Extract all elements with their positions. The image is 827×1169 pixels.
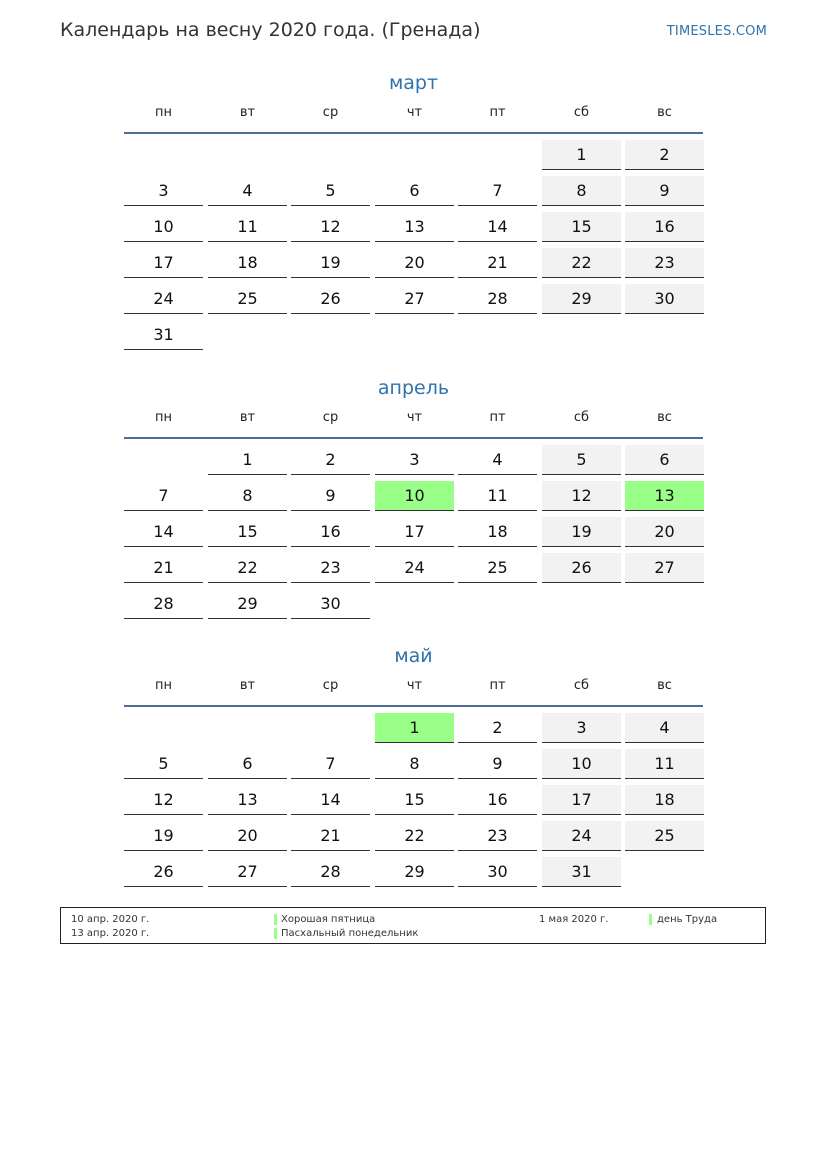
day-cell: 17 [375,517,454,547]
weekday-header [124,677,703,707]
legend-date: 13 апр. 2020 г. [71,928,150,939]
header-divider [124,437,703,439]
day-cell: 24 [124,284,203,314]
weekday-label: сб [573,678,590,693]
day-cell: 18 [208,248,287,278]
day-cell: 8 [208,481,287,511]
day-cell: 29 [542,284,621,314]
holiday-color-swatch [274,914,277,925]
day-cell: 28 [124,589,203,619]
day-cell: 10 [542,749,621,779]
weekday-label: вт [239,410,256,425]
day-cell: 20 [208,821,287,851]
day-cell: 30 [458,857,537,887]
day-cell: 3 [542,713,621,743]
weekday-label: ср [322,105,339,120]
day-cell: 19 [291,248,370,278]
day-cell: 12 [291,212,370,242]
day-cell: 20 [625,517,704,547]
day-cell: 17 [124,248,203,278]
weekday-label: пт [489,105,506,120]
weekday-label: сб [573,105,590,120]
day-cell: 27 [375,284,454,314]
day-cell: 25 [458,553,537,583]
day-cell: 22 [375,821,454,851]
day-cell: 17 [542,785,621,815]
day-cell: 7 [458,176,537,206]
month-title: май [394,645,433,667]
day-cell: 5 [542,445,621,475]
weekday-label: ср [322,410,339,425]
day-cell: 11 [458,481,537,511]
day-cell: 25 [208,284,287,314]
day-cell: 4 [458,445,537,475]
day-cell: 13 [375,212,454,242]
day-cell: 12 [542,481,621,511]
day-cell: 9 [291,481,370,511]
day-cell: 16 [291,517,370,547]
day-cell: 22 [542,248,621,278]
day-cell: 23 [625,248,704,278]
day-cell: 22 [208,553,287,583]
day-cell: 19 [124,821,203,851]
weekday-label: пт [489,678,506,693]
weekday-label: пн [155,105,172,120]
weekday-label: вс [657,105,672,120]
day-cell: 14 [458,212,537,242]
day-cell: 3 [375,445,454,475]
weekday-label: пн [155,410,172,425]
day-cell: 26 [542,553,621,583]
weekday-label: ср [322,678,339,693]
day-cell: 6 [375,176,454,206]
day-cell: 29 [375,857,454,887]
day-cell: 24 [542,821,621,851]
day-cell: 16 [625,212,704,242]
day-cell: 5 [291,176,370,206]
day-cell: 16 [458,785,537,815]
day-cell: 6 [625,445,704,475]
day-cell: 23 [291,553,370,583]
day-cell: 26 [124,857,203,887]
weekday-label: пт [489,410,506,425]
day-cell: 28 [458,284,537,314]
day-cell: 24 [375,553,454,583]
month-march [124,70,703,344]
holiday-legend [60,907,766,944]
day-cell: 25 [625,821,704,851]
legend-date: 10 апр. 2020 г. [71,914,150,925]
holiday-color-swatch [649,914,652,925]
header-divider [124,132,703,134]
day-cell: 9 [458,749,537,779]
day-cell: 3 [124,176,203,206]
day-cell: 6 [208,749,287,779]
day-cell: 1 [542,140,621,170]
day-cell: 21 [124,553,203,583]
weekday-header [124,409,703,439]
day-cell: 2 [291,445,370,475]
day-cell: 21 [458,248,537,278]
day-cell: 4 [208,176,287,206]
legend-date: 1 мая 2020 г. [539,914,609,925]
day-cell: 31 [124,320,203,350]
day-cell: 29 [208,589,287,619]
day-cell: 5 [124,749,203,779]
month-may [124,643,703,881]
header-divider [124,705,703,707]
holiday-color-swatch [274,928,277,939]
day-cell: 30 [625,284,704,314]
day-cell: 18 [625,785,704,815]
day-cell: 13 [208,785,287,815]
holiday-day-cell: 13 [625,481,704,511]
day-cell: 21 [291,821,370,851]
page-title: Календарь на весну 2020 года. (Гренада) [60,19,481,41]
day-cell: 8 [375,749,454,779]
day-cell: 18 [458,517,537,547]
day-cell: 2 [625,140,704,170]
day-cell: 14 [124,517,203,547]
day-cell: 12 [124,785,203,815]
day-cell: 28 [291,857,370,887]
month-april [124,375,703,613]
day-cell: 15 [542,212,621,242]
day-cell: 30 [291,589,370,619]
day-cell: 8 [542,176,621,206]
month-title: апрель [377,377,450,399]
day-cell: 9 [625,176,704,206]
weekday-label: сб [573,410,590,425]
holiday-day-cell: 1 [375,713,454,743]
day-cell: 23 [458,821,537,851]
month-title: март [388,72,439,94]
day-cell: 7 [291,749,370,779]
weekday-label: вт [239,105,256,120]
weekday-label: вс [657,410,672,425]
day-cell: 10 [124,212,203,242]
day-cell: 15 [375,785,454,815]
day-cell: 7 [124,481,203,511]
weekday-label: чт [406,105,423,120]
legend-holiday-name: день Труда [657,914,718,925]
day-cell: 11 [625,749,704,779]
day-cell: 14 [291,785,370,815]
weekday-label: пн [155,678,172,693]
weekday-label: чт [406,410,423,425]
legend-holiday-name: Хорошая пятница [281,914,376,925]
site-link[interactable]: TIMESLES.COM [666,24,767,39]
day-cell: 4 [625,713,704,743]
day-cell: 27 [625,553,704,583]
day-cell: 26 [291,284,370,314]
day-cell: 15 [208,517,287,547]
day-cell: 11 [208,212,287,242]
day-cell: 19 [542,517,621,547]
day-cell: 2 [458,713,537,743]
day-cell: 20 [375,248,454,278]
weekday-label: вс [657,678,672,693]
holiday-day-cell: 10 [375,481,454,511]
day-cell: 31 [542,857,621,887]
weekday-header [124,104,703,134]
day-cell: 27 [208,857,287,887]
day-cell: 1 [208,445,287,475]
weekday-label: чт [406,678,423,693]
legend-holiday-name: Пасхальный понедельник [281,928,419,939]
weekday-label: вт [239,678,256,693]
